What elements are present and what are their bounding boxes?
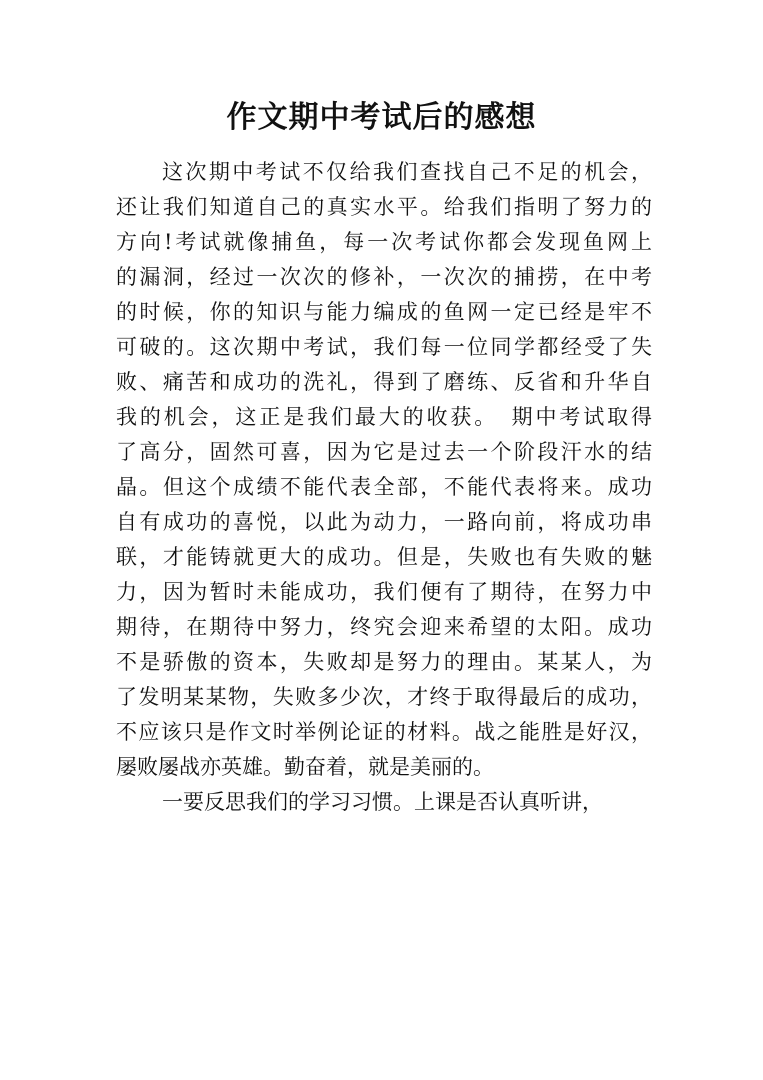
text-line: 联，才能铸就更大的成功。但是，失败也有失败的魅 — [116, 545, 652, 569]
text-line: 的时候，你的知识与能力编成的鱼网一定已经是牢不 — [116, 300, 652, 324]
text-line: 自有成功的喜悦，以此为动力，一路向前，将成功串 — [116, 510, 652, 534]
text-line: 一要反思我们的学习习惯。上课是否认真听讲， — [162, 790, 603, 814]
text-line: 了发明某某物，失败多少次，才终于取得最后的成功， — [116, 685, 652, 709]
document-body — [116, 155, 652, 820]
text-line: 还让我们知道自己的真实水平。给我们指明了努力的 — [116, 195, 652, 219]
text-line: 了高分，固然可喜，因为它是过去一个阶段汗水的结 — [116, 440, 652, 464]
text-line: 不应该只是作文时举例论证的材料。战之能胜是好汉， — [116, 720, 652, 744]
document-title: 作文期中考试后的感想 — [226, 100, 537, 135]
text-line: 力，因为暂时未能成功，我们便有了期待，在努力中 — [116, 580, 652, 604]
text-line: 败、痛苦和成功的洗礼，得到了磨练、反省和升华自 — [116, 370, 652, 394]
text-line: 的漏洞，经过一次次的修补，一次次的捕捞，在中考 — [116, 265, 652, 289]
text-line: 我的机会，这正是我们最大的收获。 期中考试取得 — [116, 405, 652, 429]
text-line: 不是骄傲的资本，失败却是努力的理由。某某人，为 — [116, 650, 652, 674]
text-line: 可破的。这次期中考试，我们每一位同学都经受了失 — [116, 335, 652, 359]
text-line: 这次期中考试不仅给我们查找自己不足的机会， — [162, 160, 652, 184]
text-line: 晶。但这个成绩不能代表全部，不能代表将来。成功 — [116, 475, 652, 499]
text-line: 屡败屡战亦英雄。勤奋着，就是美丽的。 — [116, 755, 494, 779]
text-line: 方向!考试就像捕鱼，每一次考试你都会发现鱼网上 — [116, 230, 652, 254]
text-line: 期待，在期待中努力，终究会迎来希望的太阳。成功 — [116, 615, 652, 639]
